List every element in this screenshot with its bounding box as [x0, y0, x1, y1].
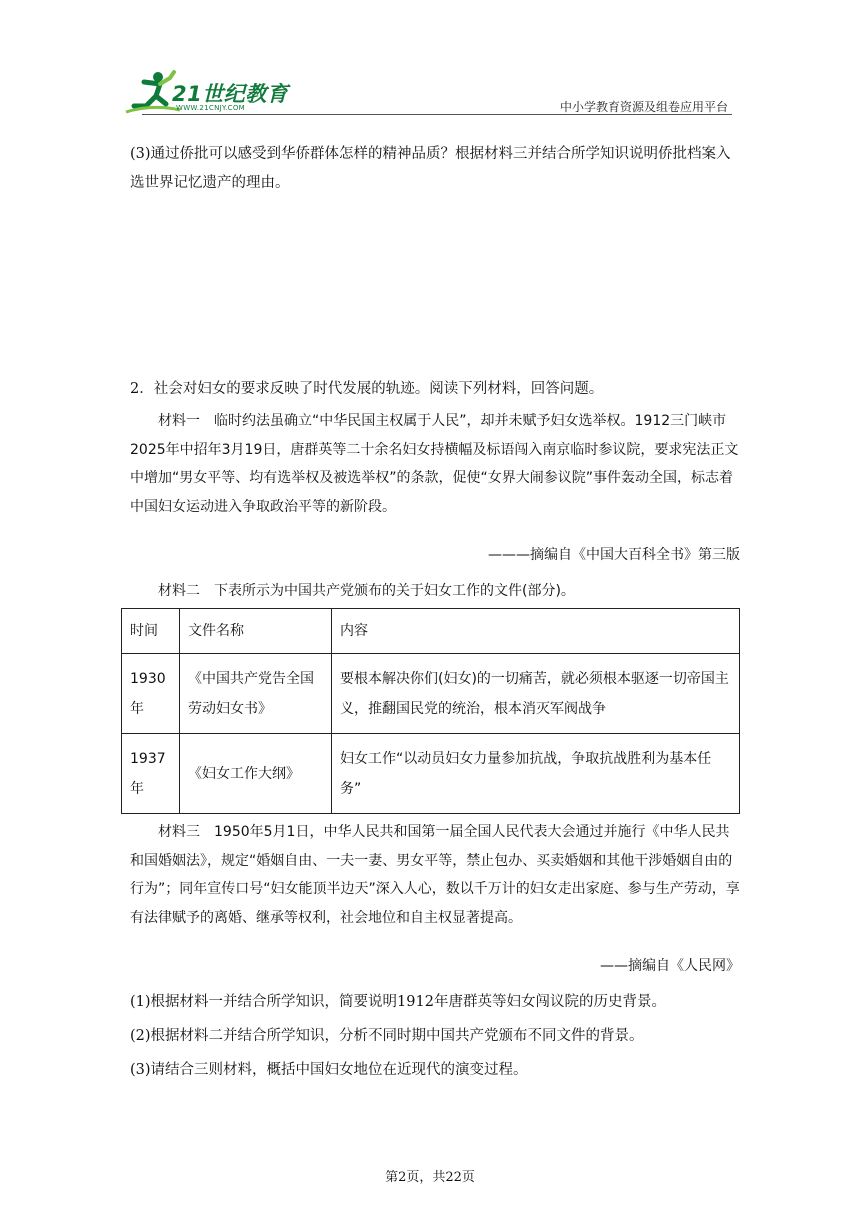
table-header-cell: 文件名称	[180, 609, 332, 654]
table-cell-year: 1930年	[122, 654, 180, 734]
logo-text: 21世纪教育	[172, 82, 289, 106]
table-header-cell: 时间	[122, 609, 180, 654]
table-row	[122, 734, 740, 814]
sub-question-1: (1)根据材料一并结合所学知识，简要说明1912年唐群英等妇女闯议院的历史背景。	[130, 994, 666, 1010]
documents-table	[121, 608, 740, 814]
previous-question-3: (3)通过侨批可以感受到华侨群体怎样的精神品质？根据材料三并结合所学知识说明侨批档案入选世界记忆遗产的理由。	[130, 146, 731, 191]
logo-url: WWW.21CNJY.COM	[176, 104, 246, 112]
table-row	[122, 654, 740, 734]
sub-question-3: (3)请结合三则材料，概括中国妇女地位在近现代的演变过程。	[130, 1062, 528, 1078]
sub-question-2: (2)根据材料二并结合所学知识，分析不同时期中国共产党颁布不同文件的背景。	[130, 1028, 644, 1044]
table-header-cell: 内容	[332, 609, 740, 654]
material-3: 材料三 1950年5月1日，中华人民共和国第一届全国人民代表大会通过并施行《中华人民共和国婚姻法》，规定“婚姻自由、一夫一妻、男女平等，禁止包办、买卖婚姻和其他干涉婚姻自由的行为”；同年宣传口号“妇女能顶半边天”深入人心，数以千万计的妇女走出家庭、参与生产劳动，享有法律赋予的离婚、继承等权利，社会地位和自主权显著提高。	[130, 824, 740, 926]
site-logo	[122, 68, 302, 116]
table-cell-doc: 《妇女工作大纲》	[180, 734, 332, 814]
material-1-source: ———摘编自《中国大百科全书》第三版	[488, 547, 740, 563]
table-cell-doc: 《中国共产党告全国劳动妇女书》	[180, 654, 332, 734]
material-2-intro: 材料二 下表所示为中国共产党颁布的关于妇女工作的文件(部分)。	[158, 583, 575, 599]
platform-name: 中小学教育资源及组卷应用平台	[559, 100, 728, 114]
page-footer: 第2页，共22页	[385, 1170, 475, 1185]
page-header	[122, 66, 732, 120]
table-header-row	[122, 609, 740, 654]
question-2-title: 2．社会对妇女的要求反映了时代发展的轨迹。阅读下列材料，回答问题。	[130, 381, 604, 397]
header-divider	[142, 114, 732, 115]
table-cell-year: 1937年	[122, 734, 180, 814]
material-1: 材料一 临时约法虽确立“中华民国主权属于人民”，却并未赋予妇女选举权。1912三门峡市2025年中招年3月19日，唐群英等二十余名妇女持横幅及标语闯入南京临时参议院，要求宪法正文中增加“男女平等、均有选举权及被选举权”的条款，促使“女界大闹参议院”事件轰动全国，标志着中国妇女运动进入争取政治平等的新阶段。	[130, 413, 739, 515]
material-3-source: ——摘编自《人民网》	[600, 958, 740, 974]
table-cell-content: 妇女工作“以动员妇女力量参加抗战，争取抗战胜利为基本任务”	[332, 734, 740, 814]
table-cell-content: 要根本解决你们(妇女)的一切痛苦，就必须根本驱逐一切帝国主义，推翻国民党的统治，根本消灭军阀战争	[332, 654, 740, 734]
